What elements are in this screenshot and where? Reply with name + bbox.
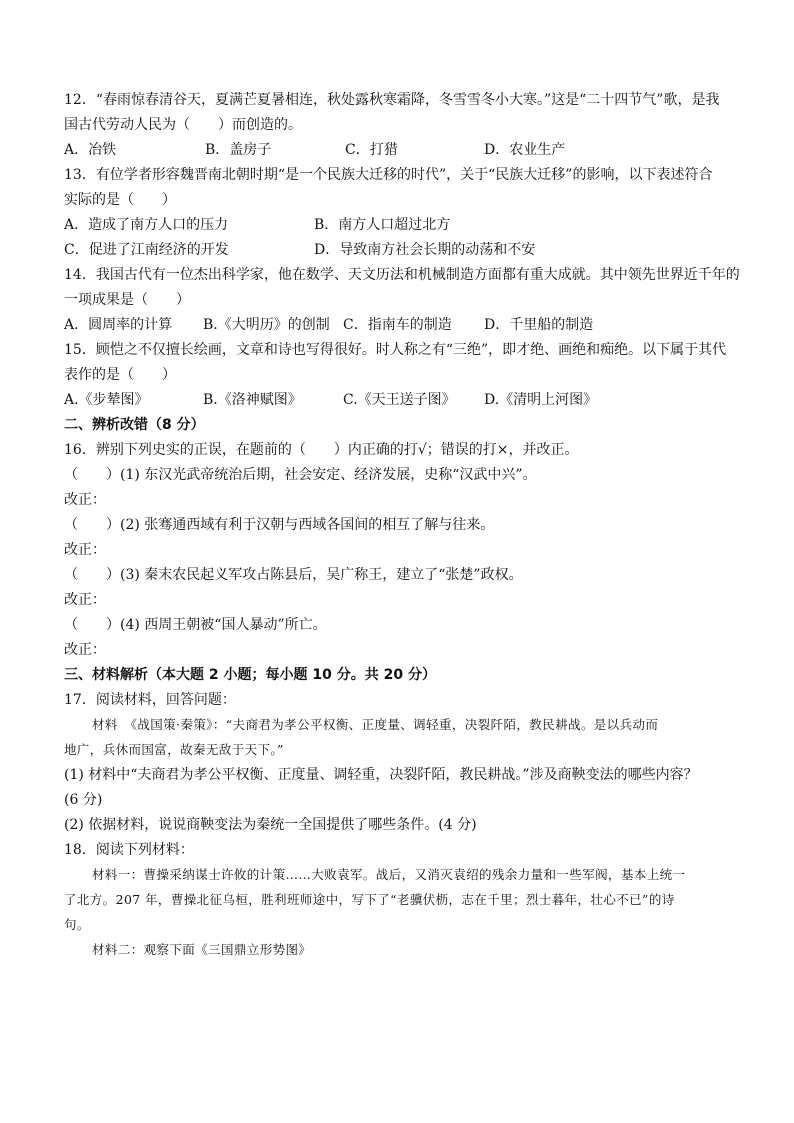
q15-option-c: C.《天王送子图》: [343, 392, 456, 408]
q15-line1: 15．顾恺之不仅擅长绘画，文章和诗也写得很好。时人称之有“三绝”，即才绝、画绝和痴绝。以下属于其代: [64, 342, 727, 358]
section2-heading: 二、辨析改错（8 分）: [64, 417, 205, 433]
q16-item-4: （ ）(4) 西周王朝被“国人暴动”所亡。: [64, 617, 327, 633]
q17-intro: 17．阅读材料，回答问题：: [64, 692, 236, 708]
q16-correction-4: 改正：: [64, 642, 106, 658]
q16-correction-3: 改正：: [64, 592, 106, 608]
q12-option-a: A．冶铁: [64, 142, 117, 158]
q15-line2: 表作的是（ ）: [64, 367, 176, 383]
section3-heading: 三、材料解析（本大题 2 小题；每小题 10 分。共 20 分）: [64, 667, 436, 683]
q13-option-d: D．导致南方社会长期的动荡和不安: [314, 242, 536, 258]
q16-item-2: （ ）(2) 张骞通西域有利于汉朝与西域各国间的相互了解与往来。: [64, 517, 495, 533]
q14-option-b: B.《大明历》的创制: [203, 317, 330, 333]
q17-sub2: (2) 依据材料，说说商鞅变法为秦统一全国提供了哪些条件。(4 分): [64, 817, 477, 833]
q16-item-1: （ ）(1) 东汉光武帝统治后期，社会安定、经济发展，史称“汉武中兴”。: [64, 467, 537, 483]
q16-stem: 16．辨别下列史实的正误，在题前的（ ）内正确的打√；错误的打×，并改正。: [64, 442, 579, 458]
q18-material1-line1: 材料一：曹操采纳谋士许攸的计策……大败袁军。战后，又消灭袁绍的残余力量和一些军阀，基本上统一: [92, 867, 686, 882]
q13-line2: 实际的是（ ）: [64, 192, 176, 208]
q14-option-a: A．圆周率的计算: [64, 317, 173, 333]
q12-option-c: C．打猎: [345, 142, 398, 158]
q15-option-a: A.《步辇图》: [64, 392, 149, 408]
q15-option-d: D.《清明上河图》: [484, 392, 598, 408]
q17-sub1-line1: (1) 材料中“夫商君为孝公平权衡、正度量、调轻重，决裂阡陌，教民耕战。”涉及商鞅变法的哪些内容？: [64, 767, 698, 783]
q15-option-b: B.《洛神赋图》: [203, 392, 302, 408]
q18-intro: 18．阅读下列材料：: [64, 842, 194, 858]
q17-material-line2: 地广，兵休而国富，故秦无敌于天下。”: [64, 742, 284, 757]
q13-option-a: A．造成了南方人口的压力: [64, 217, 229, 233]
q18-material1-line3: 句。: [64, 917, 90, 932]
q18-material1-line2: 了北方。207 年，曹操北征乌桓，胜利班师途中，写下了“老骥伏枥，志在千里；烈士暮年，壮心不已”的诗: [64, 892, 675, 907]
q14-line2: 一项成果是（ ）: [64, 292, 190, 308]
q13-line1: 13．有位学者形容魏晋南北朝时期“是一个民族大迁移的时代”，关于“民族大迁移”的影响，以下表述符合: [64, 167, 713, 183]
q16-correction-1: 改正：: [64, 492, 106, 508]
q17-sub1-line2: (6 分): [64, 792, 103, 808]
q12-option-b: B．盖房子: [205, 142, 272, 158]
q12-line2: 国古代劳动人民为（ ）而创造的。: [64, 117, 302, 133]
q12-line1: 12．“春雨惊春清谷天，夏满芒夏暑相连，秋处露秋寒霜降，冬雪雪冬小大寒。”这是“二十四节气”歌，是我: [64, 92, 720, 108]
q16-correction-2: 改正：: [64, 542, 106, 558]
q14-line1: 14．我国古代有一位杰出科学家，他在数学、天文历法和机械制造方面都有重大成就。其中领先世界近千年的: [64, 267, 740, 283]
q18-material2: 材料二：观察下面《三国鼎立形势图》: [92, 942, 312, 957]
q16-item-3: （ ）(3) 秦末农民起义军攻占陈县后，吴广称王，建立了“张楚”政权。: [64, 567, 523, 583]
q14-option-d: D．千里船的制造: [484, 317, 594, 333]
q17-material-line1: 材料 《战国策·秦策》：“夫商君为孝公平权衡、正度量、调轻重，决裂阡陌，教民耕战。是以兵动而: [92, 717, 659, 732]
q13-option-c: C．促进了江南经济的开发: [64, 242, 229, 258]
q14-option-c: C．指南车的制造: [343, 317, 452, 333]
q12-option-d: D．农业生产: [484, 142, 566, 158]
q13-option-b: B．南方人口超过北方: [314, 217, 451, 233]
